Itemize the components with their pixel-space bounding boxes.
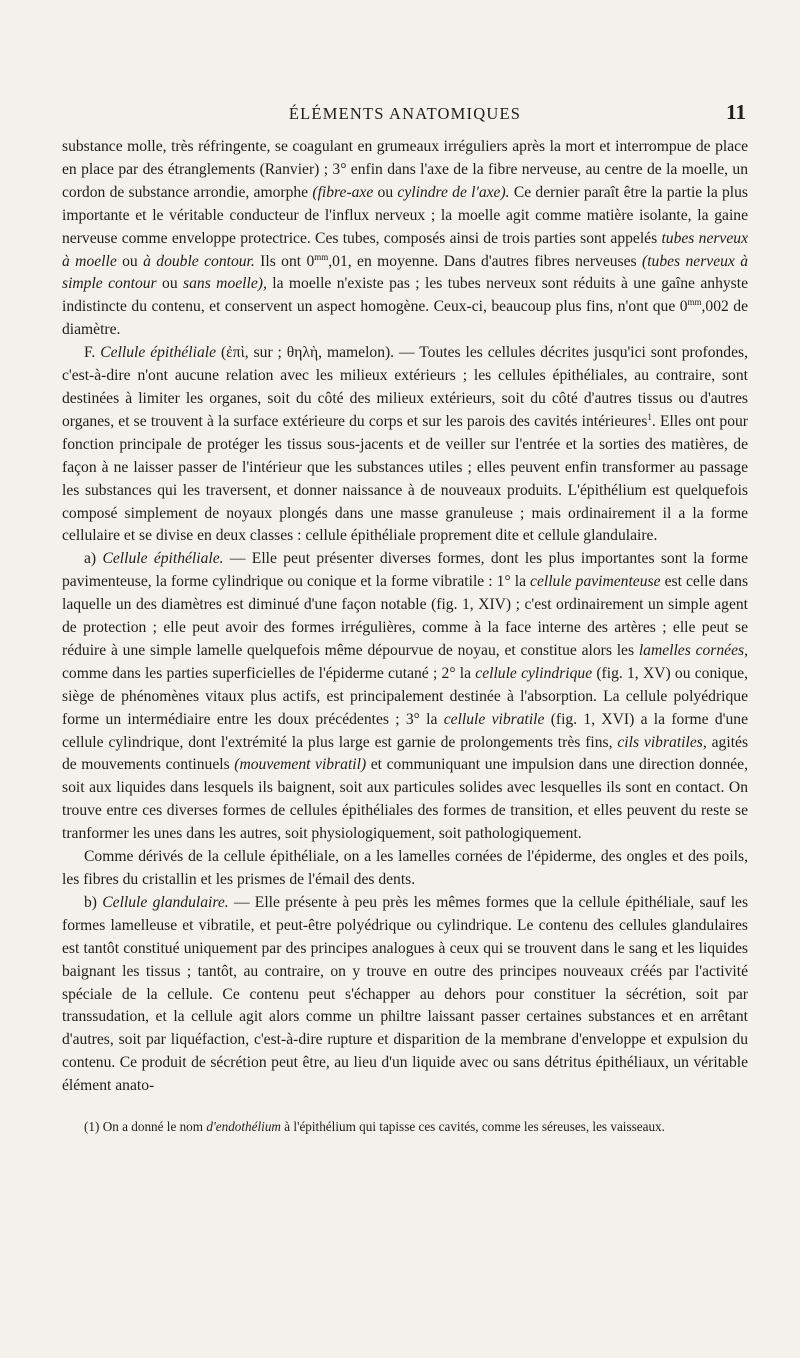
italic-text: sans moelle),	[183, 275, 267, 293]
text-run: — Elle peut présenter diverses formes, dont les plus importantes sont la forme pavimenteuse, la forme cylindrique ou conique et la forme vibratile : 1° la	[62, 550, 748, 591]
italic-text: cils vibratiles,	[617, 733, 707, 751]
paragraph-p4	[62, 846, 748, 892]
text-run: agités de mouvements continuels	[62, 733, 749, 774]
text-run: Ce dernier paraît être la partie la plus importante et le véritable conducteur de l'influx nerveux ; la moelle agit comme matière isolante, la gaine nerveuse comme enveloppe protectrice. Ces tubes, composés ainsi de trois parties sont appelés	[62, 183, 749, 247]
text-run: ou	[156, 275, 184, 293]
text-run: (ἐπὶ, sur ; θηλὴ, mamelon). — Toutes les cellules décrites jusqu'ici sont profondes, c'est-à-dire n'ont aucune relation avec les milieux extérieurs ; les cellules épithéliales, au contraire, sont destinées à limiter les organes, soit du côté des milieux extérieurs, soit du côté d'autres tissus ou d'autres organes, et se trouvent à la surface extérieure du corps et sur les parois des cavités intérieures	[62, 344, 748, 430]
page-header	[62, 100, 748, 126]
text-run: est celle dans laquelle un des diamètres est diminué d'une façon notable (fig. 1, XIV) ; c'est ordinairement un simple agent de protection ; elle peut avoir des formes irrégulières, comme à la face interne des artères ; elle peut se réduire à une simple lamelle quelquefois même dépourvue de noyau, et constitue alors les	[62, 573, 749, 659]
italic-text: cellule vibratile	[443, 710, 545, 728]
footnote-marker: (1)	[84, 1119, 100, 1135]
text-run: la moelle n'existe pas ; les tubes nerveux sont réduits à une gaîne anhyste indistincte du contenu, et conservent un aspect homogène. Ceux-ci, beaucoup plus fins, n'ont que 0	[62, 275, 749, 316]
superscript: mm	[314, 251, 329, 262]
paragraph-p5	[62, 892, 748, 1098]
text-run: à l'épithélium qui tapisse ces cavités, comme les séreuses, les vaisseaux.	[280, 1119, 665, 1135]
text-run: . Elles ont pour fonction principale de protéger les tissus sous-jacents et de veiller sur l'entrée et la sorties des matières, de façon à ne laisser passer de l'intérieur que les substances utiles ; elles peuvent enfin transformer au passage les substances qui les traversent, et donner naissance à de nouveaux produits. L'épithélium est quelquefois composé simplement de noyaux plongés dans une masse granuleuse ; mais ordinairement il a la forme cellulaire et se divise en deux classes : cellule épithéliale proprement dite et cellule glandulaire.	[62, 412, 748, 545]
italic-text: à double contour.	[143, 252, 255, 270]
text-run: a)	[84, 550, 103, 568]
text-run: ou	[116, 252, 144, 270]
text-run: b)	[84, 893, 103, 911]
paragraph-p2	[62, 342, 748, 548]
body-text	[62, 136, 748, 1098]
footnote-text	[99, 1119, 665, 1134]
page-number: 11	[726, 100, 746, 124]
text-run: ,002 de diamètre.	[62, 298, 748, 339]
italic-text: cylindre de l'axe).	[397, 183, 510, 201]
text-run: ou	[373, 183, 398, 201]
text-run: F.	[84, 344, 101, 362]
superscript: 1	[647, 411, 652, 422]
text-run: substance molle, très réfringente, se coagulant en grumeaux irréguliers après la mort et interrompue de place en place par des étranglements (Ranvier) ; 3° enfin dans l'axe de la fibre nerveuse, au centre de la moelle, un cordon de substance arrondie, amorphe	[62, 138, 748, 201]
text-run: et communiquant une impulsion dans une direction donnée, soit aux liquides dans lesquels ils baignent, soit aux particules solides avec lesquelles ils sont en contact. On trouve entre ces diverses formes de cellules épithéliales des formes de transition, et elles peuvent du reste se tranformer les unes dans les autres, soit physiologiquement, soit pathologiquement.	[62, 756, 748, 843]
italic-text: Cellule épithéliale	[100, 344, 217, 362]
text-run: — Elle présente à peu près les mêmes formes que la cellule épithéliale, sauf les formes lamelleuse et vibratile, et peut-être polyédrique ou cylindrique. Le contenu des cellules glandulaires est tantôt constitué uniquement par des principes analogues à ceux qui se trouvent dans le sang et les liquides baignant les tissus ; tantôt, au contraire, on y trouve en outre des principes nouveaux créés par l'activité spéciale de la cellule. Ce contenu peut s'échapper au dehors pour constituer la sécrétion, soit par transsudation, et la cellule agit alors comme un philtre laissant passer certaines substances et en arrêtant d'autres, soit par liquéfaction, c'est-à-dire rupture et disparition de la membrane d'enveloppe et expulsion du contenu. Ce produit de sécrétion peut être, au lieu d'un liquide avec ou sans détritus épithéliaux, un véritable élément anato-	[62, 893, 749, 1095]
italic-text: cellule pavimenteuse	[530, 573, 661, 591]
text-run: Comme dérivés de la cellule épithéliale, on a les lamelles cornées de l'épiderme, des ongles et des poils, les fibres du cristallin et les prismes de l'émail des dents.	[62, 848, 748, 888]
paragraph-p1	[62, 136, 748, 342]
italic-text: (fibre-axe	[312, 183, 374, 201]
running-title: ÉLÉMENTS ANATOMIQUES	[288, 104, 522, 123]
italic-text: Cellule épithéliale.	[102, 550, 224, 568]
italic-text: cellule cylindrique	[475, 664, 593, 682]
italic-text: Cellule glandulaire.	[102, 893, 229, 911]
text-run: (fig. 1, XVI) a la forme d'une cellule cylindrique, dont l'extrémité la plus large est garnie de prolongements très fins,	[62, 710, 748, 751]
italic-text: (mouvement vibratil)	[234, 756, 367, 774]
italic-text: (tubes nerveux à simple contour	[62, 252, 749, 293]
text-run: On a donné le nom	[99, 1119, 207, 1135]
text-run: (fig. 1, XV) ou conique, siège de phénomènes vitaux plus actifs, est principalement destinée à l'absorption. La cellule polyédrique forme un intermédiaire entre les doux précédentes ; 3° la	[62, 664, 748, 728]
text-run: Ils ont 0	[254, 252, 315, 270]
italic-text: tubes nerveux à moelle	[62, 229, 748, 270]
paragraph-p3	[62, 548, 748, 846]
italic-text: lamelles cornées,	[638, 641, 748, 659]
footnote	[62, 1118, 748, 1137]
text-run: comme dans les parties superficielles de l'épiderme cutané ; 2° la	[62, 664, 476, 682]
superscript: mm	[687, 297, 702, 308]
text-run: ,01, en moyenne. Dans d'autres fibres nerveuses	[328, 252, 642, 270]
italic-text: d'endothélium	[206, 1119, 281, 1135]
